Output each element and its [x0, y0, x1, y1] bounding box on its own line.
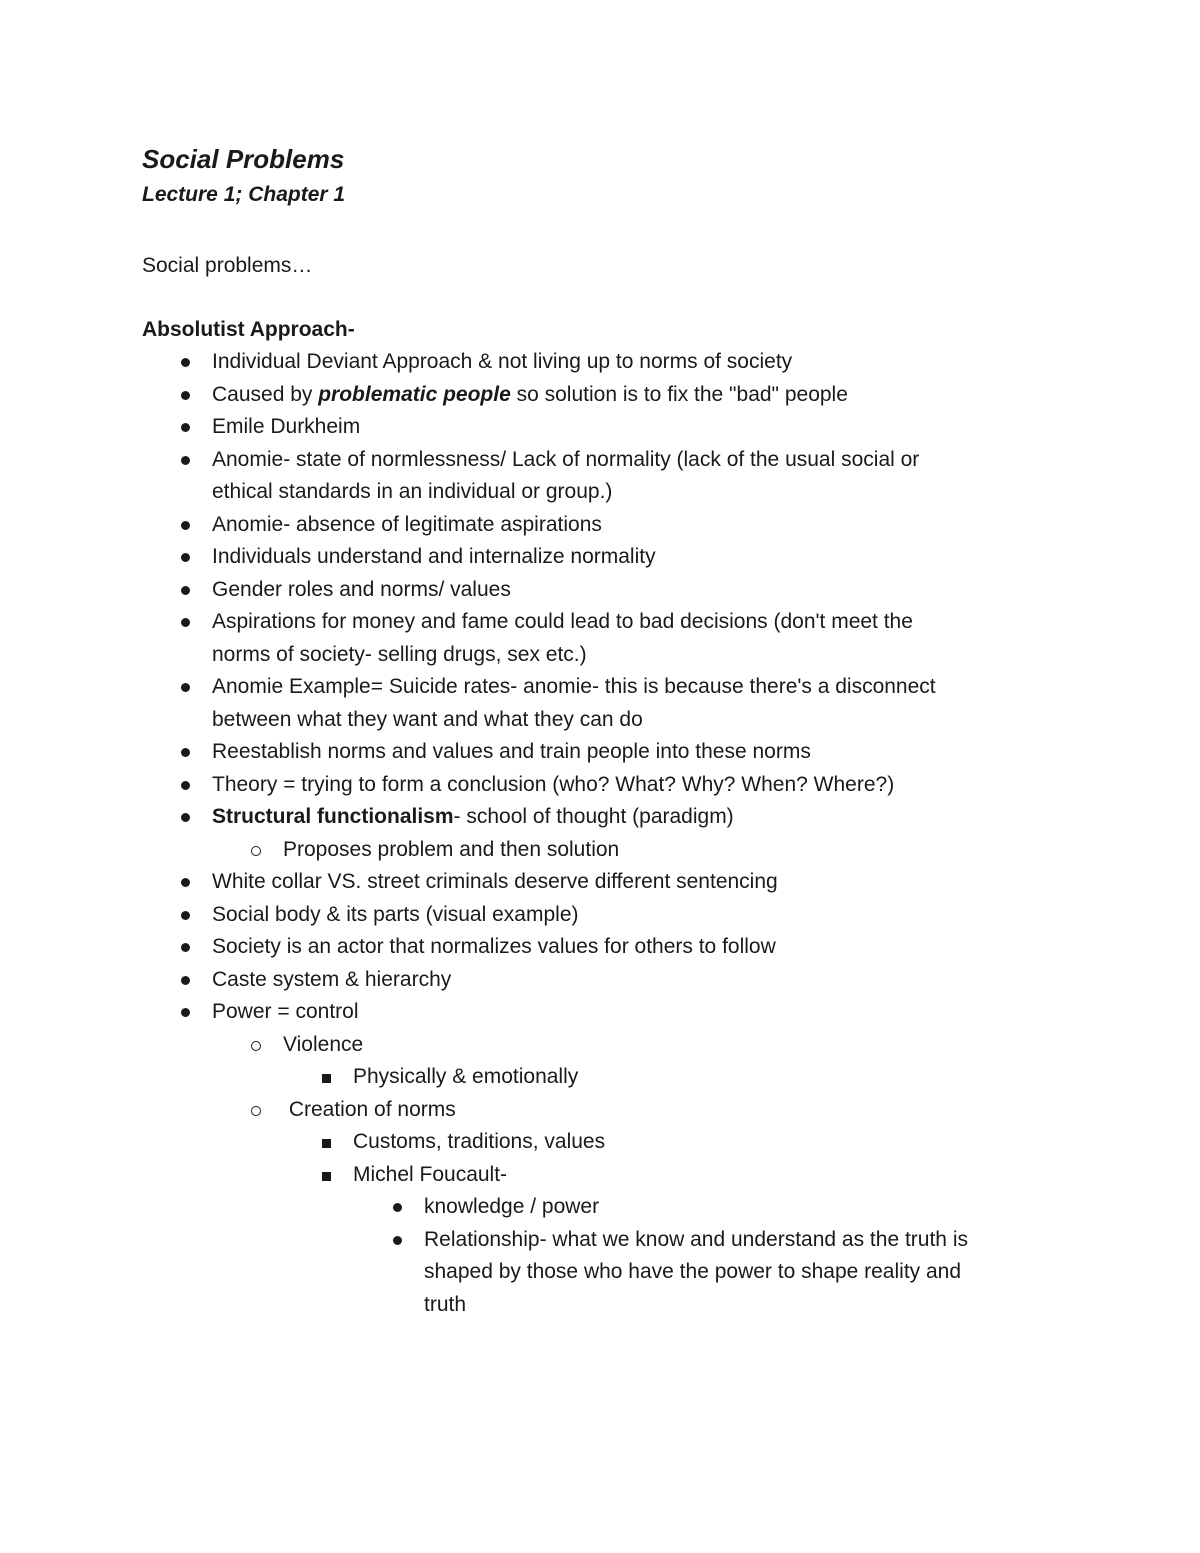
emphasis-text: problematic people: [318, 382, 511, 406]
document-page: [142, 140, 1062, 1321]
bullet-circle-icon: [251, 1041, 261, 1051]
list-item: Caste system & hierarchy: [142, 964, 1062, 997]
list-item: Creation of norms: [142, 1094, 1062, 1127]
bold-term: Structural functionalism: [212, 805, 454, 828]
bullet-disc-icon: [181, 813, 190, 822]
document-subtitle: Lecture 1; Chapter 1: [142, 183, 346, 206]
bullet-disc-icon: [181, 423, 190, 432]
bullet-disc-icon: [181, 391, 190, 400]
bullet-disc-icon: [181, 748, 190, 757]
list-item: knowledge / power: [142, 1191, 1062, 1224]
list-item: Individual Deviant Approach & not living up to norms of society: [142, 346, 1062, 379]
document-title: Social Problems: [142, 144, 345, 174]
list-item: Violence: [142, 1029, 1062, 1062]
bullet-disc-icon: [393, 1203, 402, 1212]
list-item: Gender roles and norms/ values: [142, 574, 1062, 607]
list-item: Structural functionalism- school of thought (paradigm): [142, 801, 1062, 834]
bullet-disc-icon: [181, 943, 190, 952]
bullet-disc-icon: [181, 586, 190, 595]
list-item: Anomie Example= Suicide rates- anomie- this is because there's a disconnect between what they want and what they can do: [142, 671, 1062, 736]
list-item: Caused by problematic people so solution is to fix the "bad" people: [142, 379, 1062, 412]
bullet-disc-icon: [181, 521, 190, 530]
list-item: Customs, traditions, values: [142, 1126, 1062, 1159]
bullet-square-icon: [322, 1139, 331, 1148]
bullet-disc-icon: [181, 683, 190, 692]
list-item: Reestablish norms and values and train people into these norms: [142, 736, 1062, 769]
bullet-disc-icon: [181, 618, 190, 627]
bullet-circle-icon: [251, 846, 261, 856]
bullet-square-icon: [322, 1172, 331, 1181]
spacer: [142, 282, 1062, 314]
intro-text: Social problems…: [142, 254, 313, 277]
spacer: [142, 212, 1062, 250]
bullet-circle-icon: [251, 1106, 261, 1116]
list-item: Society is an actor that normalizes values for others to follow: [142, 931, 1062, 964]
list-item: Aspirations for money and fame could lead to bad decisions (don't meet the norms of society- selling drugs, sex etc.): [142, 606, 1062, 671]
list-item: Social body & its parts (visual example): [142, 899, 1062, 932]
bullet-disc-icon: [181, 911, 190, 920]
bullet-disc-icon: [181, 553, 190, 562]
bullet-disc-icon: [181, 456, 190, 465]
bullet-square-icon: [322, 1074, 331, 1083]
bullet-disc-icon: [181, 781, 190, 790]
list-item: Relationship- what we know and understand as the truth is shaped by those who have the power to shape reality and truth: [142, 1224, 1062, 1322]
list-item: Anomie- absence of legitimate aspirations: [142, 509, 1062, 542]
list-item: Physically & emotionally: [142, 1061, 1062, 1094]
list-item: Theory = trying to form a conclusion (who? What? Why? When? Where?): [142, 769, 1062, 802]
bullet-disc-icon: [393, 1236, 402, 1245]
list-item: White collar VS. street criminals deserve different sentencing: [142, 866, 1062, 899]
bullet-disc-icon: [181, 976, 190, 985]
list-item: Individuals understand and internalize normality: [142, 541, 1062, 574]
section-heading: Absolutist Approach-: [142, 318, 355, 341]
list-item: Power = control: [142, 996, 1062, 1029]
list-item: Michel Foucault-: [142, 1159, 1062, 1192]
bullet-list: [142, 346, 1062, 1321]
list-item: Anomie- state of normlessness/ Lack of normality (lack of the usual social or ethical standards in an individual or group.): [142, 444, 1062, 509]
list-item: Proposes problem and then solution: [142, 834, 1062, 867]
bullet-disc-icon: [181, 1008, 190, 1017]
bullet-disc-icon: [181, 358, 190, 367]
list-item: Emile Durkheim: [142, 411, 1062, 444]
bullet-disc-icon: [181, 878, 190, 887]
